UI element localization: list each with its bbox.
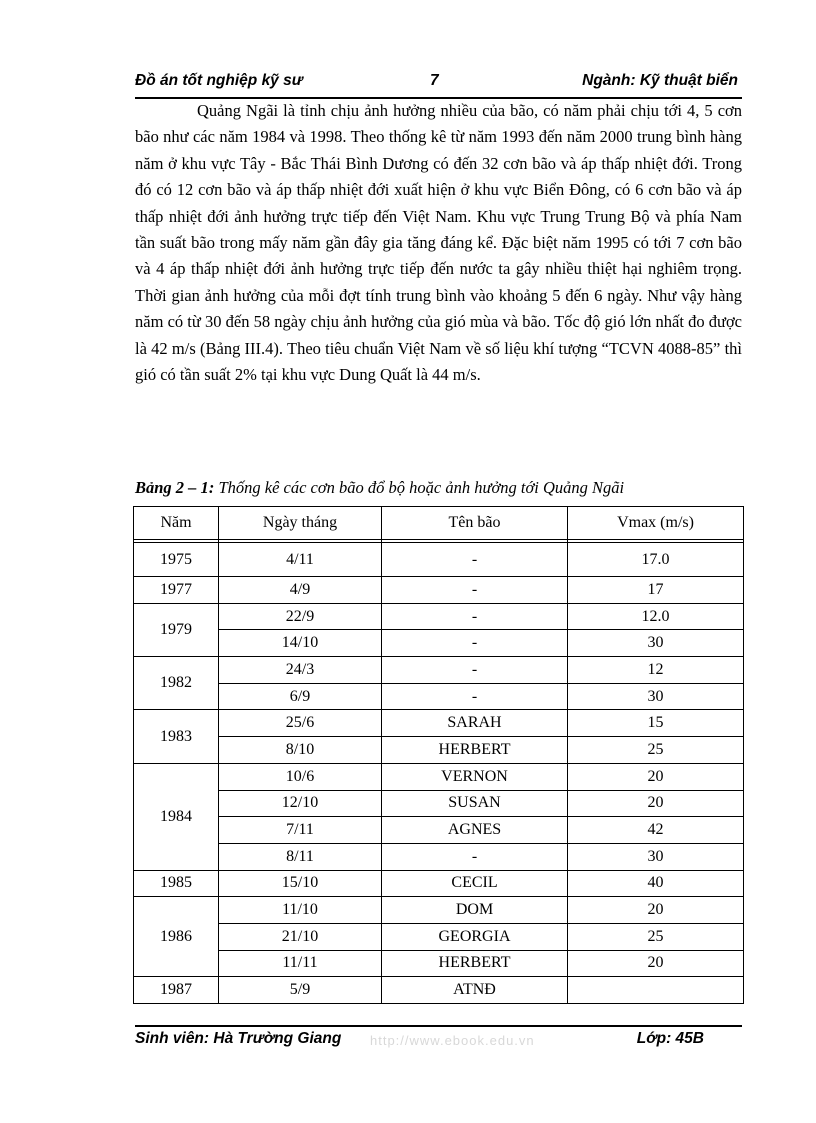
- date-cell: 11/11: [219, 950, 382, 977]
- date-cell: 15/10: [219, 870, 382, 897]
- table-row: [134, 817, 744, 844]
- storm-name-cell: DOM: [382, 897, 568, 924]
- storm-name-cell: VERNON: [382, 763, 568, 790]
- vmax-cell: 12: [568, 657, 744, 684]
- storm-name-cell: GEORGIA: [382, 923, 568, 950]
- storm-name-cell: AGNES: [382, 817, 568, 844]
- date-cell: 6/9: [219, 683, 382, 710]
- footer-class: Lớp: 45B: [636, 1030, 704, 1047]
- storm-name-cell: -: [382, 630, 568, 657]
- year-cell: 1979: [134, 603, 219, 656]
- storm-name-cell: CECIL: [382, 870, 568, 897]
- storm-name-cell: -: [382, 603, 568, 630]
- year-cell: 1987: [134, 977, 219, 1004]
- storm-name-cell: HERBERT: [382, 950, 568, 977]
- storm-name-cell: -: [382, 577, 568, 604]
- page-footer: [135, 1030, 742, 1054]
- table-row: [134, 630, 744, 657]
- date-cell: 8/11: [219, 843, 382, 870]
- year-cell: 1982: [134, 657, 219, 710]
- date-cell: 25/6: [219, 710, 382, 737]
- year-cell: 1986: [134, 897, 219, 977]
- date-cell: 7/11: [219, 817, 382, 844]
- table-caption-colon: :: [208, 478, 215, 497]
- footer-divider: [135, 1025, 742, 1027]
- table-caption-label: Bảng 2 – 1: [135, 478, 209, 497]
- vmax-cell: 20: [568, 897, 744, 924]
- vmax-cell: 15: [568, 710, 744, 737]
- body-paragraph: Quảng Ngãi là tỉnh chịu ảnh hưởng nhiều của bão, có năm phải chịu tới 4, 5 cơn bão như các năm 1984 và 1998. Theo thống kê từ năm 1993 đến năm 2000 trung bình hàng năm ở khu vực Tây - Bắc Thái Bình Dương có đến 32 cơn bão và áp thấp nhiệt đới. Trong đó có 12 cơn bão và áp thấp nhiệt đới xuất hiện ở khu vực Biển Đông, có 6 cơn bão và áp thấp nhiệt đới ảnh hưởng trực tiếp đến Việt Nam. Khu vực Trung Trung Bộ và phía Nam tần suất bão trong mấy năm gần đây gia tăng đáng kể. Đặc biệt năm 1995 có tới 7 cơn bão và 4 áp thấp nhiệt đới ảnh hưởng trực tiếp đến nước ta gây nhiều thiệt hại nghiêm trọng. Thời gian ảnh hưởng của mỗi đợt tính trung bình vào khoảng 5 đến 6 ngày. Như vậy hàng năm có từ 30 đến 58 ngày chịu ảnh hưởng của gió mùa và bão. Tốc độ gió lớn nhất đo được là 42 m/s (Bảng III.4). Theo tiêu chuẩn Việt Nam về số liệu khí tượng “TCVN 4088-85” thì gió có tần suất 2% tại khu vực Dung Quất là 44 m/s.: [135, 101, 742, 385]
- storm-name-cell: -: [382, 657, 568, 684]
- vmax-cell: 20: [568, 763, 744, 790]
- storm-name-cell: SUSAN: [382, 790, 568, 817]
- year-cell: 1977: [134, 577, 219, 604]
- vmax-cell: 30: [568, 843, 744, 870]
- date-cell: 8/10: [219, 737, 382, 764]
- storm-table: [133, 506, 744, 1004]
- date-cell: 22/9: [219, 603, 382, 630]
- date-cell: 24/3: [219, 657, 382, 684]
- year-cell: 1975: [134, 543, 219, 577]
- table-row: [134, 763, 744, 790]
- header-department: Ngành: Kỹ thuật biển: [582, 72, 738, 89]
- column-header-date: Ngày tháng: [219, 507, 382, 540]
- table-row: [134, 657, 744, 684]
- vmax-cell: [568, 977, 744, 1004]
- table-row: [134, 710, 744, 737]
- date-cell: 12/10: [219, 790, 382, 817]
- vmax-cell: 25: [568, 923, 744, 950]
- table-row: [134, 843, 744, 870]
- vmax-cell: 30: [568, 630, 744, 657]
- date-cell: 5/9: [219, 977, 382, 1004]
- table-header-row: [134, 507, 744, 540]
- table-row: [134, 603, 744, 630]
- table-caption-text: Thống kê các cơn bão đổ bộ hoặc ảnh hưởng tới Quảng Ngãi: [214, 478, 625, 497]
- column-header-storm-name: Tên bão: [382, 507, 568, 540]
- header-thesis-title: Đồ án tốt nghiệp kỹ sư: [135, 72, 303, 89]
- vmax-cell: 40: [568, 870, 744, 897]
- footer-student-name: Sinh viên: Hà Trường Giang: [135, 1030, 342, 1047]
- storm-name-cell: -: [382, 683, 568, 710]
- storm-name-cell: ATNĐ: [382, 977, 568, 1004]
- table-row: [134, 977, 744, 1004]
- vmax-cell: 12.0: [568, 603, 744, 630]
- table-row: [134, 543, 744, 577]
- table-row: [134, 897, 744, 924]
- storm-name-cell: -: [382, 543, 568, 577]
- date-cell: 21/10: [219, 923, 382, 950]
- vmax-cell: 25: [568, 737, 744, 764]
- date-cell: 14/10: [219, 630, 382, 657]
- date-cell: 11/10: [219, 897, 382, 924]
- table-row: [134, 737, 744, 764]
- year-cell: 1985: [134, 870, 219, 897]
- vmax-cell: 20: [568, 790, 744, 817]
- table-caption: [135, 478, 624, 498]
- footer-watermark-url: http://www.ebook.edu.vn: [370, 1033, 535, 1048]
- vmax-cell: 30: [568, 683, 744, 710]
- year-cell: 1984: [134, 763, 219, 870]
- vmax-cell: 20: [568, 950, 744, 977]
- storm-name-cell: HERBERT: [382, 737, 568, 764]
- date-cell: 4/11: [219, 543, 382, 577]
- table-row: [134, 923, 744, 950]
- year-cell: 1983: [134, 710, 219, 763]
- vmax-cell: 17: [568, 577, 744, 604]
- table-row: [134, 950, 744, 977]
- storm-name-cell: SARAH: [382, 710, 568, 737]
- page-header: [135, 70, 742, 96]
- column-header-vmax: Vmax (m/s): [568, 507, 744, 540]
- date-cell: 4/9: [219, 577, 382, 604]
- header-page-number: 7: [430, 72, 439, 89]
- vmax-cell: 42: [568, 817, 744, 844]
- column-header-year: Năm: [134, 507, 219, 540]
- table-row: [134, 790, 744, 817]
- storm-name-cell: -: [382, 843, 568, 870]
- date-cell: 10/6: [219, 763, 382, 790]
- table-row: [134, 870, 744, 897]
- table-row: [134, 577, 744, 604]
- table-row: [134, 683, 744, 710]
- vmax-cell: 17.0: [568, 543, 744, 577]
